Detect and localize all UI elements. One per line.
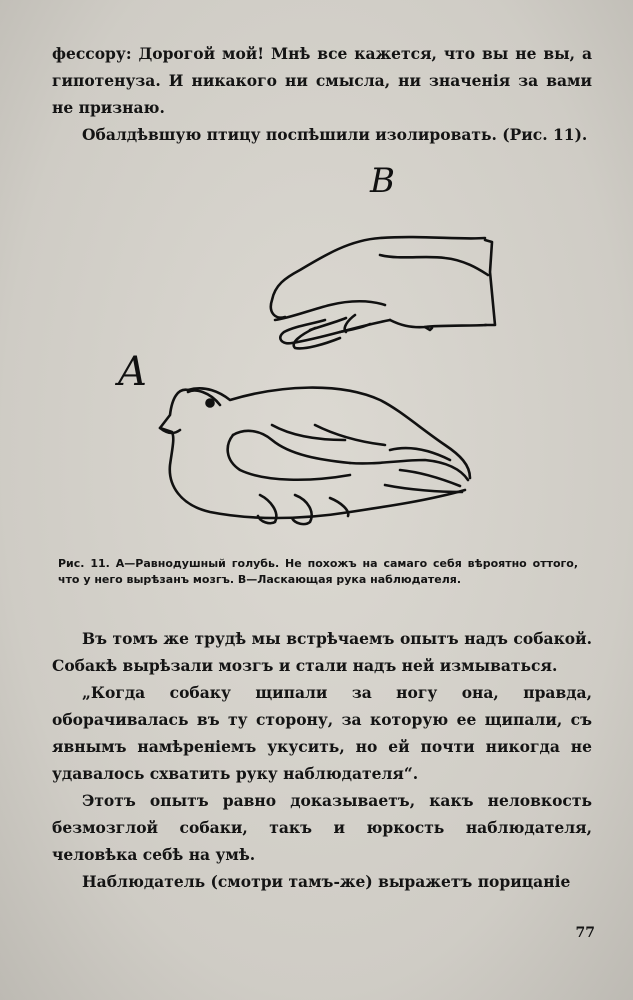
figure-caption — [58, 556, 578, 588]
paragraph-1: Въ томъ же трудѣ мы встрѣчаемъ опытъ надъ собакой. Собакѣ вырѣзали мозгъ и стали надъ ней измываться. — [52, 629, 592, 675]
caption-text: Рис. 11. А—Равнодушный голубь. Не похожъ на самаго себя вѣроятно оттого, что у него вырѣзанъ мозгъ. В—Ласкающая рука наблюдателя. — [58, 557, 578, 586]
paragraph-2-quote: „Когда собаку щипали за ногу она, правда, оборачивалась въ ту сторону, за которую ее щипали, съ явнымъ намѣреніемъ укусить, но ей почти никогда не удавалось схватить руку наблюдателя“. — [52, 683, 592, 783]
pigeon-drawing — [160, 388, 470, 524]
label-a: A — [118, 349, 147, 395]
hand-drawing — [271, 237, 495, 348]
bottom-text-block — [52, 625, 592, 895]
paragraph-figure-reference: Обалдѣвшую птицу поспѣшили изолировать. (Рис. 11). — [82, 125, 588, 144]
sketch-drawing — [100, 160, 500, 550]
paragraph-continued: фессору: Дорогой мой! Мнѣ все кажется, что вы не вы, а гипотенуза. И никакого ни смысла, ни значенія за вами не признаю. — [52, 44, 592, 117]
page-number: 77 — [575, 925, 595, 941]
label-b: В — [370, 161, 395, 201]
figure-illustration — [100, 160, 500, 550]
paragraph-3: Этотъ опытъ равно доказываетъ, какъ неловкость безмозглой собаки, такъ и юркость наблюдателя, человѣка себѣ на умѣ. — [52, 791, 592, 864]
top-text-block — [52, 40, 592, 148]
paragraph-4: Наблюдатель (смотри тамъ-же) выражетъ порицаніе — [82, 872, 571, 891]
